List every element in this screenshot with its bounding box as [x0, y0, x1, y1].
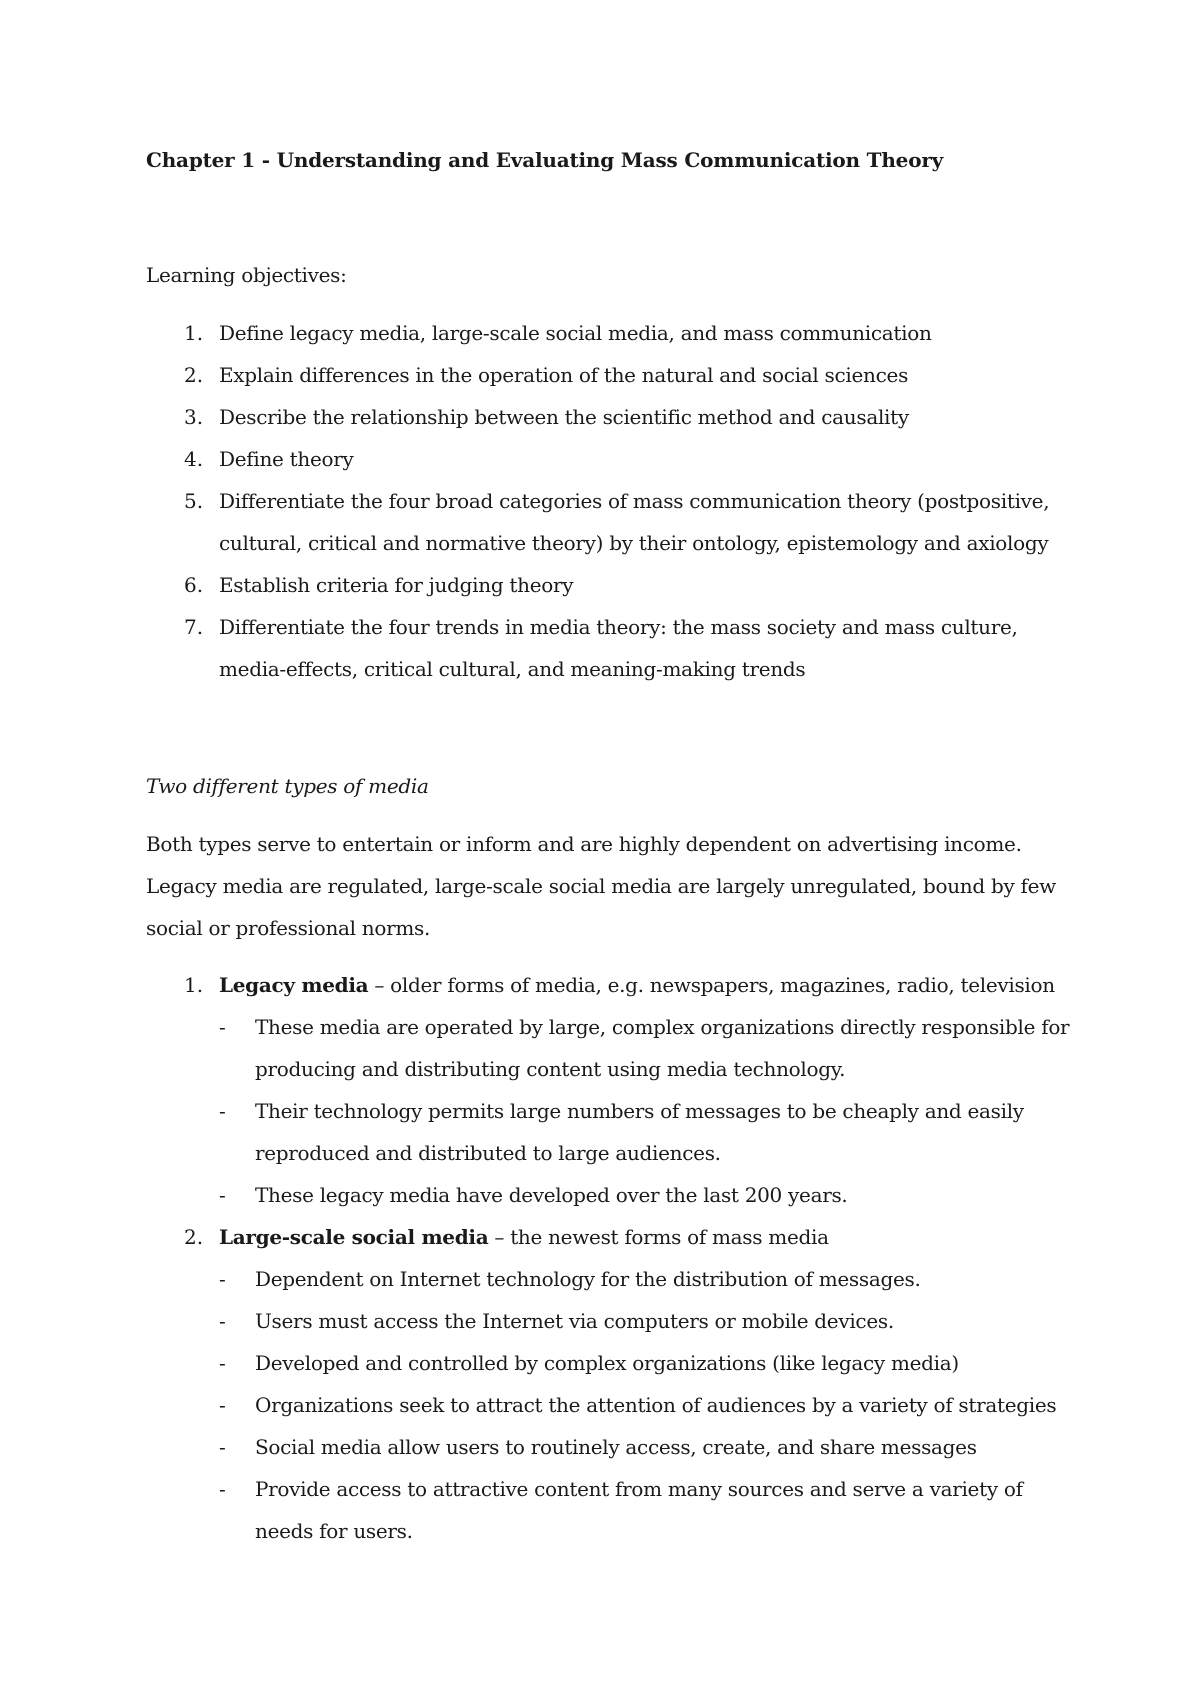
objective-number: 7. — [184, 615, 204, 639]
bullet-text: Dependent on Internet technology for the distribution of messages. — [255, 1267, 921, 1291]
bullet-text: These media are operated by large, complex organizations directly responsible for — [255, 1015, 1070, 1039]
type-definition: – older forms of media, e.g. newspapers, magazines, radio, television — [368, 973, 1055, 997]
bullet-text-continued: needs for users. — [255, 1519, 413, 1543]
dash-bullet: - — [219, 1351, 226, 1375]
dash-bullet: - — [219, 1309, 226, 1333]
objective-text: Establish criteria for judging theory — [219, 573, 574, 597]
type-number: 2. — [184, 1225, 204, 1249]
bullet-text: Social media allow users to routinely access, create, and share messages — [255, 1435, 977, 1459]
bullet-text-continued: producing and distributing content using media technology. — [255, 1057, 846, 1081]
type-term: Large-scale social media — [219, 1225, 489, 1249]
objective-text: Define legacy media, large-scale social media, and mass communication — [219, 321, 932, 345]
dash-bullet: - — [219, 1477, 226, 1501]
intro-line: social or professional norms. — [146, 916, 431, 940]
type-item-legacy — [219, 964, 1055, 1006]
bullet-text: Developed and controlled by complex organizations (like legacy media) — [255, 1351, 959, 1375]
objective-text-continued: media-effects, critical cultural, and meaning-making trends — [219, 657, 806, 681]
objective-number: 3. — [184, 405, 204, 429]
bullet-text: Their technology permits large numbers of messages to be cheaply and easily — [255, 1099, 1024, 1123]
intro-line: Both types serve to entertain or inform and are highly dependent on advertising income. — [146, 832, 1022, 856]
dash-bullet: - — [219, 1393, 226, 1417]
type-definition: – the newest forms of mass media — [488, 1225, 829, 1249]
objective-text: Differentiate the four broad categories of mass communication theory (postpositive, — [219, 489, 1050, 513]
objectives-heading: Learning objectives: — [146, 263, 347, 287]
objective-text: Describe the relationship between the scientific method and causality — [219, 405, 909, 429]
objective-text: Define theory — [219, 447, 354, 471]
dash-bullet: - — [219, 1015, 226, 1039]
objective-number: 6. — [184, 573, 204, 597]
bullet-text: These legacy media have developed over the last 200 years. — [255, 1183, 848, 1207]
objective-text: Differentiate the four trends in media theory: the mass society and mass culture, — [219, 615, 1018, 639]
objective-number: 2. — [184, 363, 204, 387]
objective-text: Explain differences in the operation of the natural and social sciences — [219, 363, 909, 387]
dash-bullet: - — [219, 1183, 226, 1207]
objective-number: 5. — [184, 489, 204, 513]
type-term: Legacy media — [219, 973, 369, 997]
dash-bullet: - — [219, 1435, 226, 1459]
section-heading: Two different types of media — [146, 774, 429, 798]
objective-text-continued: cultural, critical and normative theory) by their ontology, epistemology and axiology — [219, 531, 1049, 555]
bullet-text: Users must access the Internet via computers or mobile devices. — [255, 1309, 894, 1333]
bullet-text: Provide access to attractive content from many sources and serve a variety of — [255, 1477, 1023, 1501]
objective-number: 4. — [184, 447, 204, 471]
type-number: 1. — [184, 973, 204, 997]
chapter-title: Chapter 1 - Understanding and Evaluating Mass Communication Theory — [146, 148, 944, 172]
bullet-text-continued: reproduced and distributed to large audiences. — [255, 1141, 721, 1165]
dash-bullet: - — [219, 1267, 226, 1291]
dash-bullet: - — [219, 1099, 226, 1123]
bullet-text: Organizations seek to attract the attention of audiences by a variety of strategies — [255, 1393, 1057, 1417]
type-item-social — [219, 1216, 829, 1258]
intro-line: Legacy media are regulated, large-scale social media are largely unregulated, bound by few — [146, 874, 1056, 898]
objective-number: 1. — [184, 321, 204, 345]
